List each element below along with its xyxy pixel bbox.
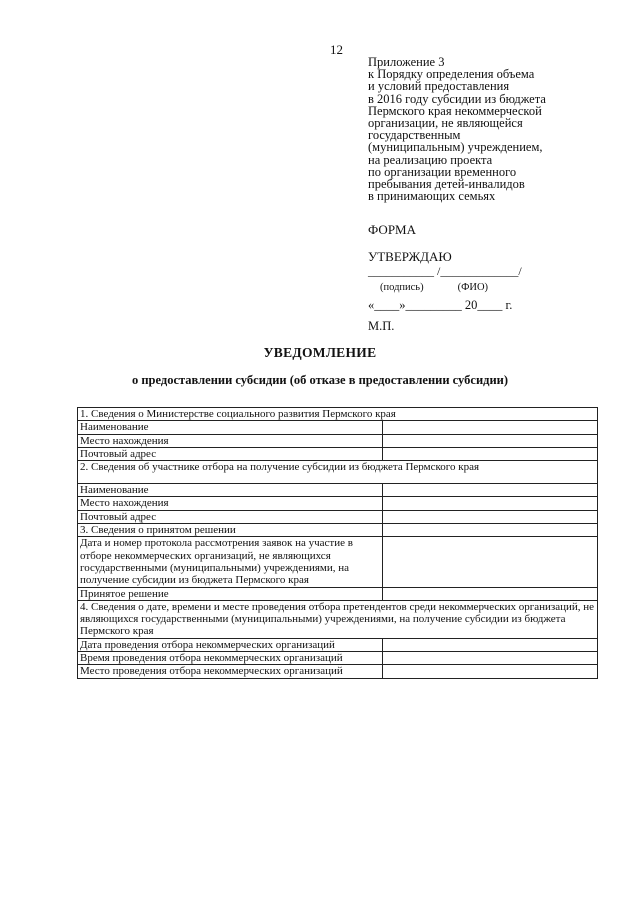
appendix-line: в 2016 году субсидии из бюджета	[368, 91, 546, 106]
row-value-cell[interactable]	[383, 421, 598, 434]
page-number: 12	[330, 42, 343, 57]
row-value-cell[interactable]	[383, 484, 598, 497]
appendix-line: к Порядку определения объема	[368, 67, 535, 82]
row-value-cell[interactable]	[383, 447, 598, 460]
row-label: Место нахождения	[78, 497, 383, 510]
row-label: Дата и номер протокола рассмотрения заявок на участие в отборе некоммерческих организаций, не являющихся государственными (муниципальными) учреждениями, на получение субсидии из бюджета Пермского края	[78, 537, 383, 587]
signature-caption: (подпись)	[380, 282, 424, 293]
table-row	[78, 638, 598, 651]
appendix-line: на реализацию проекта	[368, 152, 493, 167]
appendix-line: (муниципальным) учреждением,	[368, 140, 543, 155]
date-line: «____»_________ 20____ г.	[368, 298, 513, 312]
row-label: Место нахождения	[78, 434, 383, 447]
table-row	[78, 510, 598, 523]
table-row	[78, 421, 598, 434]
table-row	[78, 652, 598, 665]
section-3-header: 3. Сведения о принятом решении	[78, 524, 383, 537]
document-subtitle: о предоставлении субсидии (об отказе в предоставлении субсидии)	[131, 373, 509, 387]
section-4-header: 4. Сведения о дате, времени и месте проведения отбора претендентов среди некоммерческих организаций, не являющихся государственными (муниципальными) учреждениями, на получение субсидии из бюджета Пермского края	[78, 600, 598, 638]
section-1-header: 1. Сведения о Министерстве социального развития Пермского края	[78, 408, 598, 421]
signature-captions	[380, 282, 488, 293]
table-row	[78, 484, 598, 497]
stamp-place: М.П.	[368, 319, 395, 333]
signature-line: ___________ /_____________/	[368, 264, 522, 278]
table-section-row	[78, 524, 598, 537]
appendix-line: в принимающих семьях	[368, 189, 496, 204]
table-section-row	[78, 461, 598, 484]
row-value-cell[interactable]	[383, 638, 598, 651]
row-label: Почтовый адрес	[78, 447, 383, 460]
row-label: Время проведения отбора некоммерческих организаций	[78, 652, 383, 665]
table-row	[78, 537, 598, 587]
table-row	[78, 434, 598, 447]
row-value-cell[interactable]	[383, 524, 598, 537]
table-row	[78, 587, 598, 600]
table-section-row	[78, 408, 598, 421]
appendix-line: пребывания детей-инвалидов	[368, 177, 525, 192]
table-section-row	[78, 600, 598, 638]
approve-label: УТВЕРЖДАЮ	[368, 249, 452, 264]
row-label: Наименование	[78, 421, 383, 434]
row-value-cell[interactable]	[383, 497, 598, 510]
notification-table	[77, 407, 598, 679]
section-2-header: 2. Сведения об участнике отбора на получение субсидии из бюджета Пермского края	[78, 461, 598, 484]
row-value-cell[interactable]	[383, 434, 598, 447]
document-title: УВЕДОМЛЕНИЕ	[263, 345, 377, 360]
row-label: Наименование	[78, 484, 383, 497]
row-label: Дата проведения отбора некоммерческих организаций	[78, 638, 383, 651]
row-label: Принятое решение	[78, 587, 383, 600]
appendix-line: Пермского края некоммерческой	[368, 103, 542, 118]
appendix-line: Приложение 3	[368, 55, 445, 69]
row-label: Почтовый адрес	[78, 510, 383, 523]
table-row	[78, 497, 598, 510]
row-value-cell[interactable]	[383, 537, 598, 587]
row-value-cell[interactable]	[383, 510, 598, 523]
appendix-line: организации, не являющейся	[368, 116, 523, 131]
row-value-cell[interactable]	[383, 652, 598, 665]
table-row	[78, 447, 598, 460]
appendix-header	[368, 56, 628, 202]
row-value-cell[interactable]	[383, 665, 598, 678]
fio-caption: (ФИО)	[457, 282, 489, 293]
appendix-line: государственным	[368, 128, 461, 143]
table-row	[78, 665, 598, 678]
appendix-line: по организации временного	[368, 164, 517, 179]
form-label: ФОРМА	[368, 222, 416, 237]
row-value-cell[interactable]	[383, 587, 598, 600]
appendix-line: и условий предоставления	[368, 79, 510, 94]
row-label: Место проведения отбора некоммерческих организаций	[78, 665, 383, 678]
